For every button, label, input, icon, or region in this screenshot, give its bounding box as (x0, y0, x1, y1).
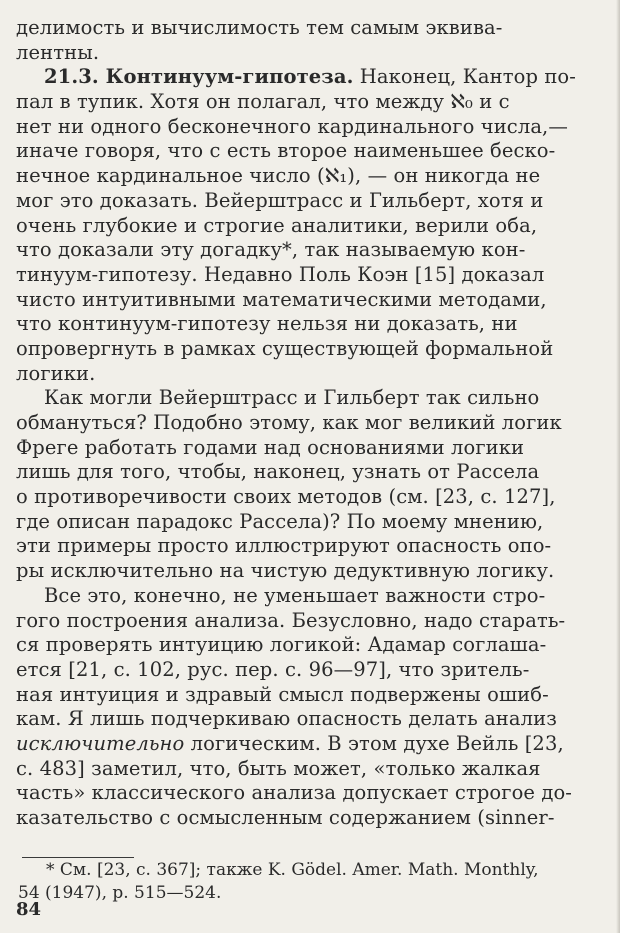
text-line: с. 483] заметил, что, быть может, «только жалкая (16, 756, 541, 780)
text-line: пал в тупик. Хотя он полагал, что между ℵ₀ и c (16, 90, 510, 114)
text-line: очень глубокие и строгие аналитики, верили оба, (16, 213, 538, 237)
text-line: нет ни одного бесконечного кардинального числа,— (16, 114, 568, 138)
text-line: Фреге работать годами над основаниями логики (16, 435, 525, 459)
text-line: обмануться? Подобно этому, как мог великий логик (16, 411, 562, 434)
text-line: ры исключительно на чистую дедуктивную логику. (16, 559, 555, 583)
text-line: иначе говоря, что c есть второе наименьшее беско- (16, 139, 556, 163)
section-heading: 21.3. Континуум-гипотеза. (44, 65, 354, 89)
text-line: где описан парадокс Рассела)? По моему мнению, (16, 509, 544, 533)
text-fragment: логическим. В этом духе Вейль [23, (184, 731, 564, 755)
text-line: часть» классического анализа допускает строгое до- (16, 781, 572, 805)
text-line: ся проверять интуицию логикой: Адамар соглаша- (16, 633, 547, 657)
footnote-line: 54 (1947), p. 515—524. (18, 883, 222, 903)
text-line: мог это доказать. Вейерштрасс и Гильберт, хотя и (16, 188, 544, 212)
scan-edge-shadow (616, 0, 620, 933)
text-line-italic (16, 732, 586, 757)
emphasis-word: исключительно (16, 731, 185, 755)
text-line: нечное кардинальное число (ℵ₁), — он никогда не (16, 164, 541, 188)
footnote-divider (22, 857, 134, 858)
text-line: казательство с осмысленным содержанием (sinner- (16, 806, 555, 829)
text-line: Как могли Вейерштрасс и Гильберт так сильно (44, 386, 540, 410)
footnote-line: * См. [23, с. 367]; также K. Gödel. Amer. Math. Monthly, (46, 860, 539, 880)
section-heading-line (16, 65, 586, 90)
footnote (18, 859, 588, 905)
text-line: что доказали эту догадку*, так называемую кон- (16, 238, 526, 262)
text-line: гого построения анализа. Безусловно, надо старать- (16, 608, 566, 632)
text-line: Все это, конечно, не уменьшает важности стро- (44, 583, 546, 607)
text-line: опровергнуть в рамках существующей формальной (16, 336, 554, 360)
text-line: кам. Я лишь подчеркиваю опасность делать анализ (16, 707, 557, 731)
text-line: лентны. (16, 40, 100, 64)
text-line: эти примеры просто иллюстрируют опасность опо- (16, 534, 552, 558)
body-text (16, 16, 586, 831)
text-fragment: Наконец, Кантор по- (353, 65, 576, 89)
text-line: лишь для того, чтобы, наконец, узнать от Рассела (16, 460, 540, 484)
text-line: ется [21, с. 102, рус. пер. с. 96—97], что зритель- (16, 657, 530, 681)
text-line: логики. (16, 361, 96, 385)
text-line: что континуум-гипотезу нельзя ни доказать, ни (16, 312, 518, 336)
text-line: о противоречивости своих методов (см. [23, с. 127], (16, 485, 556, 509)
text-line: ная интуиция и здравый смысл подвержены ошиб- (16, 682, 549, 706)
page-number: 84 (16, 899, 42, 920)
text-line: тинуум-гипотезу. Недавно Поль Коэн [15] доказал (16, 262, 545, 286)
text-line: чисто интуитивными математическими методами, (16, 287, 547, 311)
text-line: делимость и вычислимость тем самым эквива- (16, 16, 503, 39)
